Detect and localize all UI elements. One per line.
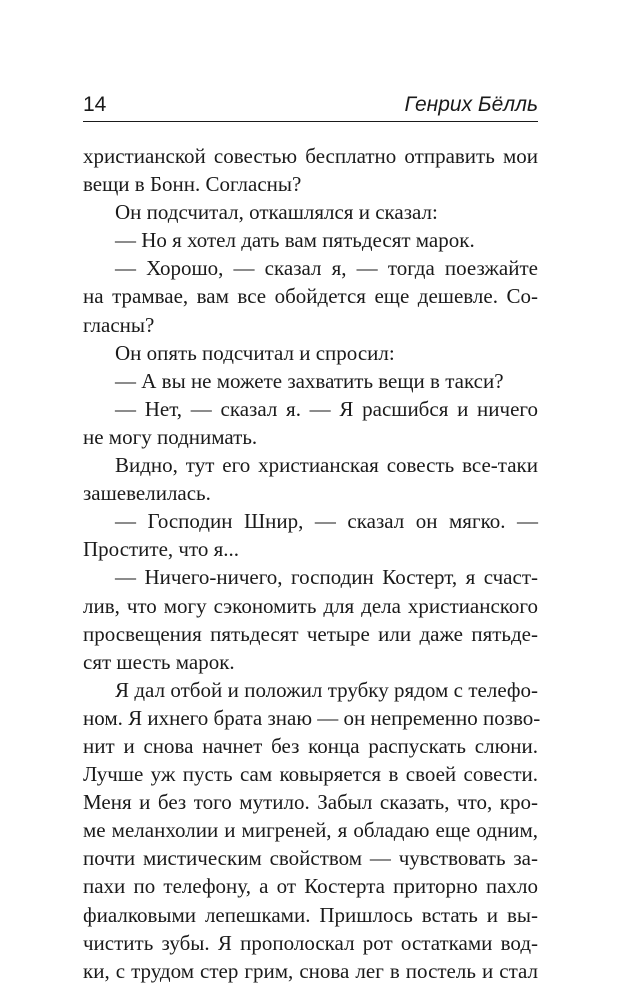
text-line: Простите, что я... — [83, 537, 240, 562]
text-line: Видно, тут его христианская совесть все-таки — [115, 453, 538, 478]
text-line: христианской совестью бесплатно отправить мои — [83, 144, 538, 168]
text-line: — А вы не можете захватить вещи в такси? — [115, 368, 504, 393]
text-line: Лучше уж пусть сам ковыряется в своей совести. — [83, 762, 538, 787]
text-line: просвещения пятьдесят четыре или даже пятьде- — [83, 621, 538, 646]
text-line: Он опять подсчитал и спросил: — [115, 340, 395, 365]
page-number: 14 — [83, 93, 107, 116]
text-line: чистить зубы. Я прополоскал рот остатками вод- — [83, 930, 538, 955]
text-line: не могу поднимать. — [83, 424, 258, 449]
body-text — [83, 142, 541, 985]
text-line: — Но я хотел дать вам пятьдесят марок. — [115, 228, 475, 253]
text-line: — Господин Шнир, — сказал он мягко. — — [115, 509, 538, 534]
text-line: нит и снова начнет без конца распускать слюни. — [83, 733, 538, 758]
text-line: сят шесть марок. — [83, 649, 235, 674]
running-title: Генрих Бёлль — [404, 93, 538, 116]
text-line: Я дал отбой и положил трубку рядом с телефо- — [115, 677, 538, 702]
text-line: зашевелилась. — [83, 481, 211, 506]
text-line: ки, с трудом стер грим, снова лег в постель и стал — [83, 958, 538, 983]
text-line: ме меланхолии и мигреней, я обладаю еще одним, — [83, 818, 538, 843]
text-line: — Нет, — сказал я. — Я расшибся и ничего — [115, 396, 538, 421]
text-line: пахи по телефону, а от Костерта приторно пахло — [83, 874, 538, 899]
text-line: почти мистическим свойством — чувствовать за- — [83, 846, 538, 871]
header-rule — [83, 121, 538, 122]
text-line: Он подсчитал, откашлялся и сказал: — [115, 200, 438, 225]
text-line: Меня и без того мутило. Забыл сказать, что, кро- — [83, 790, 538, 815]
text-line: на трамвае, вам все обойдется еще дешевле. Со- — [83, 284, 538, 309]
text-line: — Ничего-ничего, господин Костерт, я счаст- — [115, 565, 538, 590]
text-line: — Хорошо, — сказал я, — тогда поезжайте — [115, 256, 538, 281]
text-line: ном. Я ихнего брата знаю — он непременно позво- — [83, 705, 541, 730]
text-line: фиалковыми лепешками. Пришлось встать и вы- — [83, 902, 538, 927]
text-line: гласны? — [83, 312, 155, 337]
page-header — [83, 92, 538, 122]
text-line: вещи в Бонн. Согласны? — [83, 172, 302, 197]
text-line: лив, что могу сэкономить для дела христианского — [83, 593, 538, 618]
